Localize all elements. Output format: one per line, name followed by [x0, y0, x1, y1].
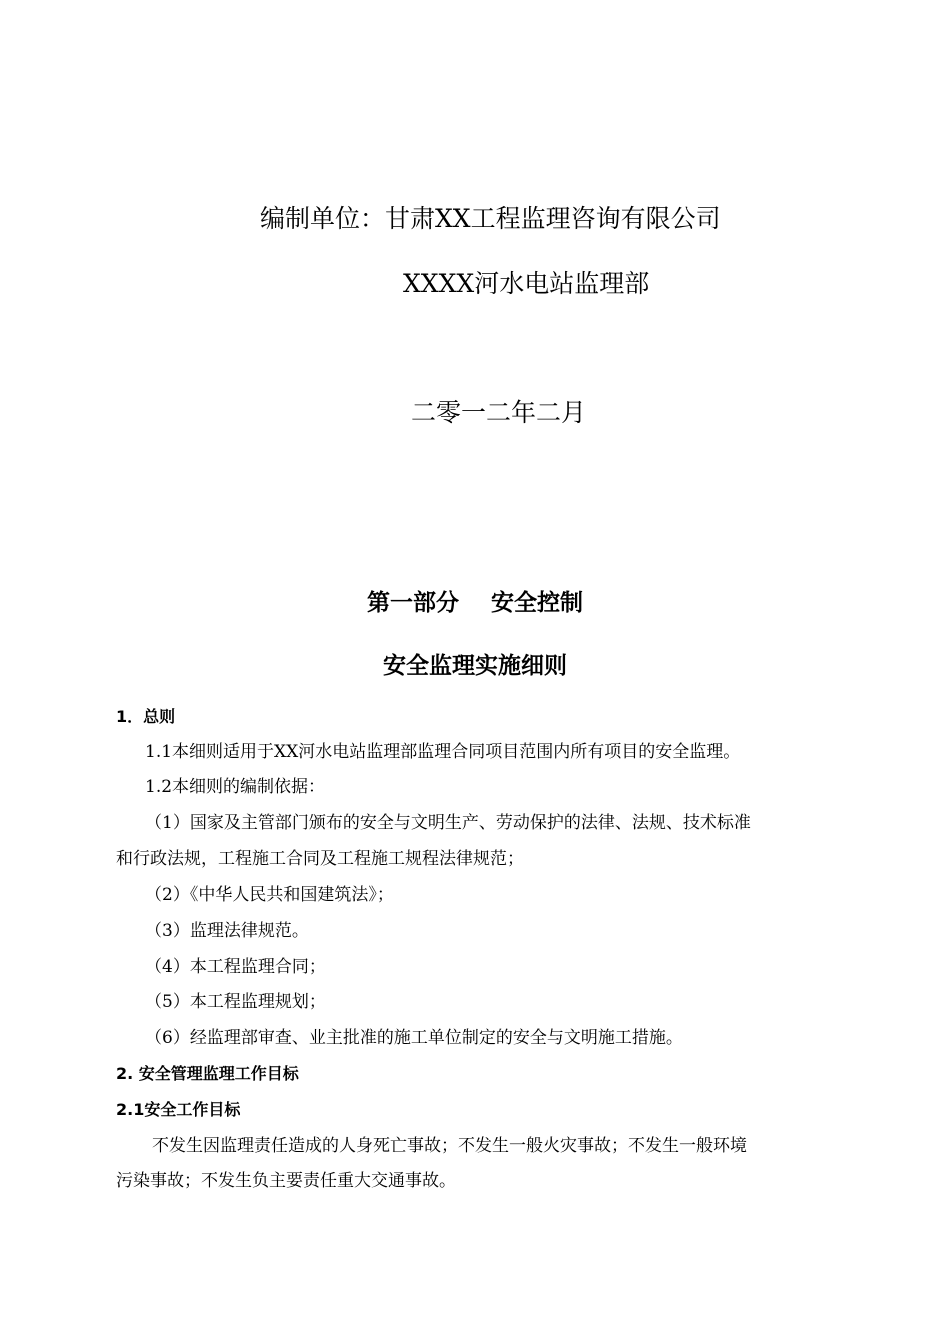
department-name: XXXX河水电站监理部 — [403, 269, 650, 298]
clause-1-2: 1.2本细则的编制依据： — [145, 777, 326, 797]
basis-item-1-line1: （1）国家及主管部门颁布的安全与文明生产、劳动保护的法律、法规、技术标准 — [145, 813, 751, 833]
goal-line-1: 不发生因监理责任造成的人身死亡事故；不发生一般火灾事故；不发生一般环境 — [152, 1136, 747, 1156]
basis-item-3: （3）监理法律规范。 — [145, 921, 309, 941]
section-2-1-heading: 2.1安全工作目标 — [116, 1100, 241, 1119]
clause-1-1: 1.1本细则适用于XX河水电站监理部监理合同项目范围内所有项目的安全监理。 — [145, 742, 741, 762]
compiler-unit: 编制单位：甘肃XX工程监理咨询有限公司 — [260, 204, 721, 233]
section-2-heading: 2. 安全管理监理工作目标 — [116, 1064, 299, 1083]
basis-item-2: （2）《中华人民共和国建筑法》； — [145, 885, 394, 905]
section-1-heading: 1．总则 — [116, 707, 176, 726]
compile-date: 二零一二年二月 — [411, 398, 587, 427]
basis-item-4: （4）本工程监理合同； — [145, 957, 326, 977]
goal-line-2: 污染事故；不发生负主要责任重大交通事故。 — [116, 1171, 456, 1191]
basis-item-1-line2: 和行政法规，工程施工合同及工程施工规程法律规范； — [116, 849, 524, 869]
document-title: 安全监理实施细则 — [383, 653, 567, 679]
basis-item-5: （5）本工程监理规划； — [145, 992, 326, 1012]
part-title: 第一部分 安全控制 — [366, 590, 584, 616]
basis-item-6: （6）经监理部审查、业主批准的施工单位制定的安全与文明施工措施。 — [145, 1028, 683, 1048]
